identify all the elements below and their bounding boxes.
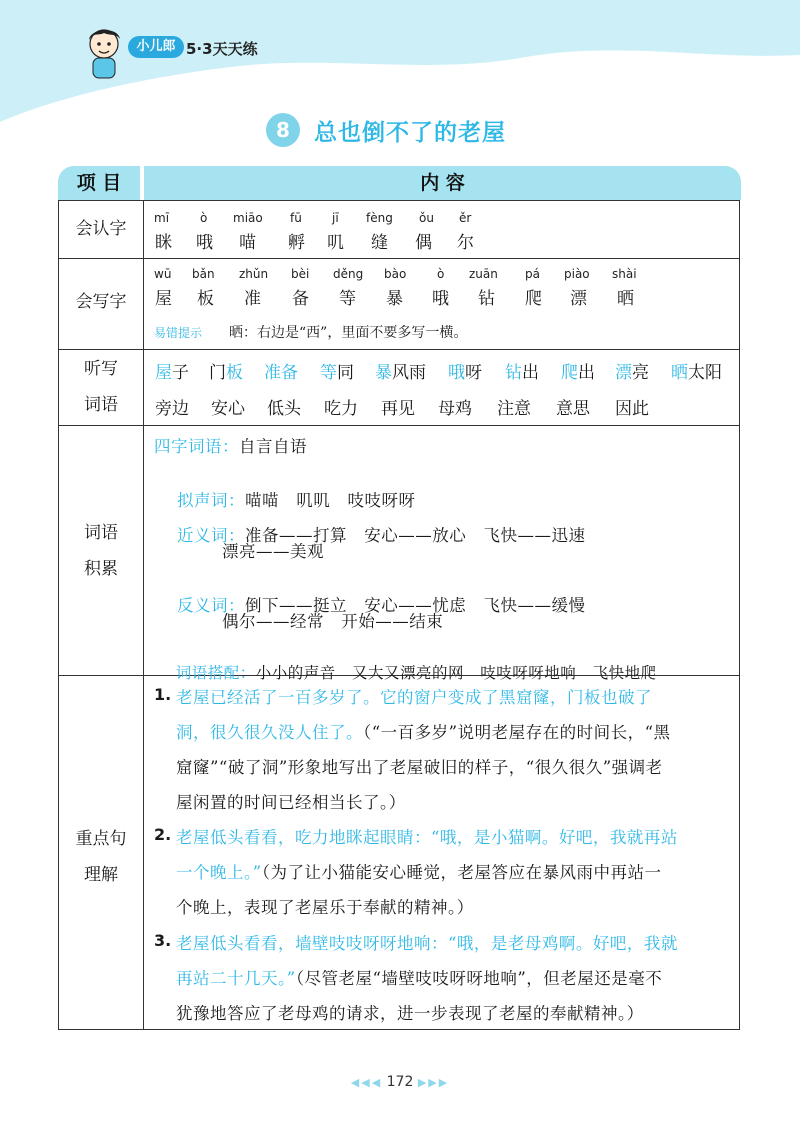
note-line: （为了让小猫能安心睡觉，老屋答应在暴风雨中再站一	[261, 863, 662, 882]
pinyin: mī	[154, 211, 170, 225]
pinyin: bèi	[291, 267, 310, 281]
note-line: （“一百多岁”说明老屋存在的时间长，“黑	[363, 723, 671, 742]
antonym-words-2: 偶尔——经常 开始——结束	[222, 612, 444, 631]
four-char-words: 自言自语	[239, 437, 307, 456]
note-line: （尽管老屋“墙壁吱吱呀呀地响”，但老屋还是毫不	[295, 969, 663, 988]
lesson-title: 总也倒不了的老屋	[314, 119, 506, 146]
arrows-right-icon: ▶▶▶	[417, 1076, 450, 1089]
word-rest: 太阳	[688, 363, 722, 383]
antonym-words-1: 倒下——挺立 安心——忧虑 飞快——缓慢	[244, 596, 586, 615]
highlight-char: 板	[226, 363, 243, 383]
hanzi: 哦	[196, 233, 213, 253]
hanzi: 备	[292, 289, 309, 309]
row-label-vocab-2: 积累	[84, 559, 118, 579]
quote-line: 老屋低头看看，墙壁吱吱呀呀地响：“哦，是老母鸡啊。好吧，我就	[176, 934, 678, 953]
word-rest: 风雨	[392, 363, 426, 383]
synonym-words-2: 漂亮——美观	[222, 542, 324, 561]
hint-tag: 易错提示	[154, 326, 203, 340]
highlight-char: 漂	[615, 363, 632, 383]
item-number: 2.	[154, 825, 172, 844]
row-label-write: 会写字	[75, 292, 127, 312]
pinyin: jī	[332, 211, 339, 225]
word: 低头	[267, 399, 301, 419]
hanzi: 尔	[457, 233, 474, 253]
row-label-key-2: 理解	[84, 865, 118, 885]
lesson-heading	[266, 112, 506, 148]
hanzi: 哦	[432, 289, 449, 309]
hanzi: 叽	[327, 233, 344, 253]
brand-name: 5·3天天练	[186, 40, 258, 58]
highlight-char: 等	[320, 363, 337, 383]
page-number: 172	[386, 1074, 414, 1090]
word: 旁边	[155, 399, 189, 419]
word-rest: 出	[522, 363, 539, 383]
column-header-content: 内 容	[144, 166, 741, 200]
row-label-dictation-1: 听写	[84, 359, 118, 379]
onomatopoeia-words: 喵喵 叽叽 吱吱呀呀	[244, 491, 416, 510]
hanzi: 爬	[525, 289, 542, 309]
note-line: 窟窿”“破了洞”形象地写出了老屋破旧的样子，“很久很久”强调老	[176, 758, 663, 777]
highlight-char: 钻	[505, 363, 522, 383]
note-line: 屋闲置的时间已经相当长了。）	[176, 793, 406, 812]
pinyin: fū	[290, 211, 302, 225]
pinyin: děng	[333, 267, 364, 281]
pinyin: ǒu	[419, 211, 434, 225]
tag-onomatopoeia: 拟声词：	[176, 491, 245, 510]
synonym-words-1: 准备——打算 安心——放心 飞快——迅速	[244, 526, 586, 545]
item-number: 3.	[154, 931, 172, 950]
pinyin: fèng	[366, 211, 393, 225]
tag-synonym: 近义词：	[176, 526, 245, 545]
highlight-word: 准备	[264, 363, 298, 383]
brand-badge: 小儿郎	[128, 36, 184, 58]
study-table	[58, 200, 740, 1030]
boy-mascot-icon	[80, 24, 128, 82]
pinyin: wū	[154, 267, 172, 281]
highlight-char: 爬	[561, 363, 578, 383]
hanzi: 板	[197, 289, 214, 309]
word-rest: 呀	[465, 363, 482, 383]
hint-text: 晒：右边是“西”，里面不要多写一横。	[229, 325, 468, 341]
pinyin: ò	[200, 211, 208, 225]
highlight-char: 暴	[375, 363, 392, 383]
word: 因此	[615, 399, 649, 419]
quote-line: 洞，很久很久没人住了。	[176, 723, 363, 742]
hanzi: 眯	[155, 233, 172, 253]
row-label-dictation-2: 词语	[84, 395, 118, 415]
word-rest: 出	[578, 363, 595, 383]
word: 吃力	[324, 399, 358, 419]
quote-line: 老屋已经活了一百多岁了。它的窗户变成了黑窟窿，门板也破了	[176, 688, 652, 707]
pinyin: zhǔn	[239, 267, 269, 281]
column-divider	[143, 201, 144, 1029]
quote-line: 一个晚上。”	[176, 863, 262, 882]
quote-line: 老屋低头看看，吃力地眯起眼睛：“哦，是小猫啊。好吧，我就再站	[176, 828, 678, 847]
tag-four-char: 四字词语：	[154, 437, 239, 456]
pinyin: zuān	[469, 267, 498, 281]
hanzi: 暴	[386, 289, 403, 309]
word-rest: 同	[337, 363, 354, 383]
quote-line: 再站二十几天。”	[176, 969, 296, 988]
highlight-char: 屋	[155, 363, 172, 383]
row-label-vocab-1: 词语	[84, 523, 118, 543]
column-header-item: 项 目	[58, 166, 140, 200]
pinyin: bào	[384, 267, 407, 281]
vocab-synonym	[154, 503, 585, 565]
hanzi: 缝	[371, 233, 388, 253]
row-divider	[59, 349, 739, 350]
word-rest: 亮	[632, 363, 649, 383]
pinyin: pá	[525, 267, 540, 281]
word: 意思	[556, 399, 590, 419]
pinyin: bǎn	[192, 267, 215, 281]
hanzi: 等	[339, 289, 356, 309]
highlight-char: 哦	[448, 363, 465, 383]
row-divider	[59, 258, 739, 259]
note-line: 个晚上，表现了老屋乐于奉献的精神。）	[176, 898, 474, 917]
highlight-char: 晒	[671, 363, 688, 383]
row-divider	[59, 425, 739, 426]
vocab-four-char	[154, 433, 307, 457]
item-number: 1.	[154, 685, 172, 704]
hanzi: 准	[244, 289, 261, 309]
tag-antonym: 反义词：	[176, 596, 245, 615]
hanzi: 漂	[570, 289, 587, 309]
hanzi: 偶	[415, 233, 432, 253]
hanzi: 孵	[288, 233, 305, 253]
hanzi: 喵	[239, 233, 256, 253]
word: 再见	[381, 399, 415, 419]
hanzi: 钻	[478, 289, 495, 309]
pinyin: ěr	[459, 211, 472, 225]
note-line: 犹豫地答应了老母鸡的请求，进一步表现了老屋的奉献精神。）	[176, 1004, 644, 1023]
word: 注意	[497, 399, 531, 419]
word: 母鸡	[438, 399, 472, 419]
pinyin: shài	[612, 267, 637, 281]
row-label-key-1: 重点句	[75, 829, 127, 849]
hanzi: 屋	[155, 289, 172, 309]
row-label-recognize: 会认字	[75, 219, 127, 239]
lesson-number-badge: 8	[266, 113, 300, 147]
page-number-footer	[0, 1074, 800, 1090]
word-rest: 子	[172, 363, 189, 383]
collocation-words: 小小的声音 又大又漂亮的网 吱吱呀呀地响 飞快地爬	[255, 664, 657, 682]
arrows-left-icon: ◀◀◀	[350, 1076, 383, 1089]
pinyin: piào	[564, 267, 590, 281]
tag-collocation: 词语搭配：	[175, 664, 256, 682]
word-rest: 门	[209, 363, 226, 383]
pinyin: miāo	[233, 211, 263, 225]
hanzi: 晒	[617, 289, 634, 309]
word: 安心	[211, 399, 245, 419]
pinyin: ò	[437, 267, 445, 281]
